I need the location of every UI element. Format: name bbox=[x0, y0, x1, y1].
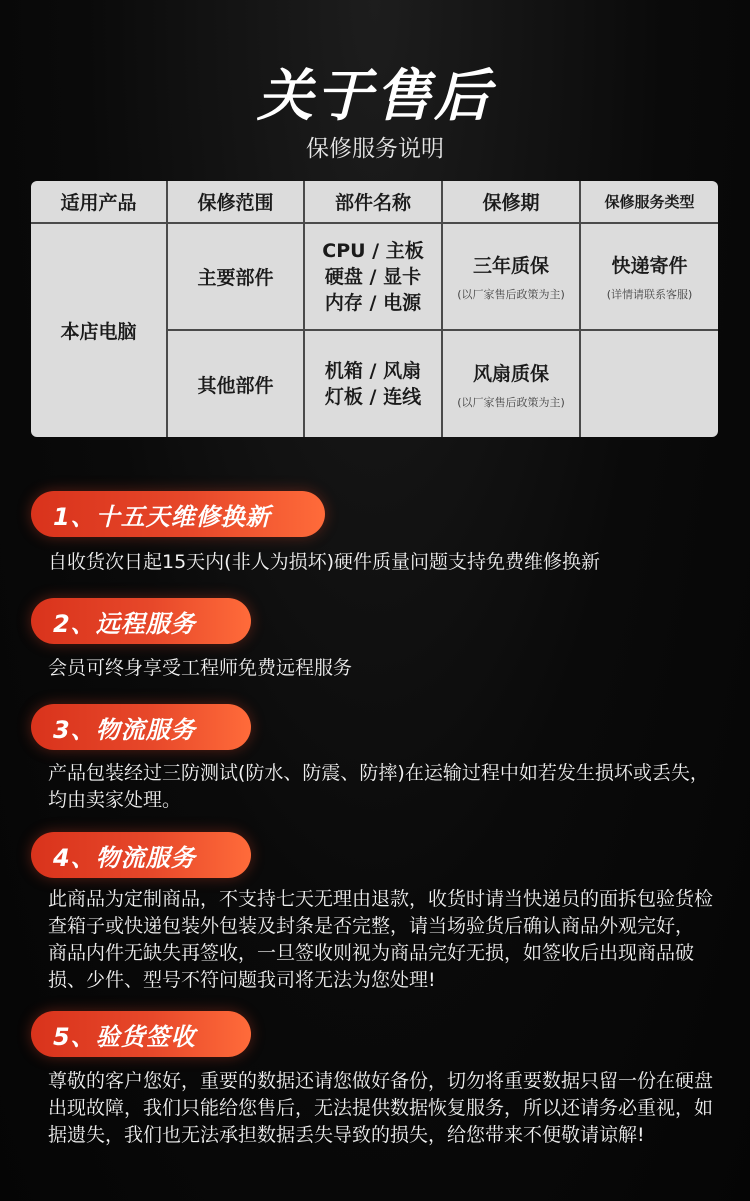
section-3-text: 产品包装经过三防测试(防水、防震、防摔)在运输过程中如若发生损坏或丢失，均由卖家处理。 bbox=[48, 762, 709, 811]
section-4-heading: 4、物流服务 bbox=[31, 832, 251, 878]
table-cell-period-other bbox=[443, 331, 579, 437]
section-4-text: 此商品为定制商品，不支持七天无理由退款，收货时请当快递员的面拆包验货检查箱子或快递包装外包装及封条是否完整，请当场验货后确认商品外观完好， 商品内件无缺失再签收，一旦签收则视为商品完好无损，如签收后出现商品破损、少件、型号不符问题我司将无法为您处理! bbox=[48, 888, 714, 991]
table-cell-product: 本店电脑 bbox=[60, 321, 137, 343]
table-header-parts: 部件名称 bbox=[334, 192, 411, 214]
table-part-line: 硬盘 / 显卡 bbox=[324, 265, 422, 288]
table-cell-period-main bbox=[443, 224, 579, 329]
warranty-table bbox=[31, 181, 718, 437]
table-header-scope: 保修范围 bbox=[197, 192, 274, 214]
table-header-product: 适用产品 bbox=[60, 192, 137, 214]
section-2-text: 会员可终身享受工程师免费远程服务 bbox=[48, 657, 353, 679]
section-1-text: 自收货次日起15天内(非人为损坏)硬件质量问题支持免费维修换新 bbox=[48, 551, 601, 573]
table-cell-parts-main bbox=[305, 224, 441, 329]
table-cell-scope-main: 主要部件 bbox=[197, 267, 274, 289]
page-subtitle: 保修服务说明 bbox=[306, 136, 444, 162]
section-3-heading: 3、物流服务 bbox=[31, 704, 251, 750]
table-period-label: 风扇质保 bbox=[472, 362, 549, 385]
table-cell-parts-other bbox=[305, 331, 441, 437]
table-part-line: 灯板 / 连线 bbox=[324, 386, 422, 408]
section-5-text: 尊敬的客户您好，重要的数据还请您做好备份，切勿将重要数据只留一份在硬盘出现故障，我们只能给您售后，无法提供数据恢复服务，所以还请务必重视，如据遗失，我们也无法承担数据丢失导致的损失，给您带来不便敬请谅解! bbox=[48, 1070, 714, 1146]
table-cell-service-other bbox=[581, 331, 718, 437]
table-header-service: 保修服务类型 bbox=[604, 193, 695, 211]
table-service-note: (详情请联系客服) bbox=[606, 288, 693, 301]
table-header-period: 保修期 bbox=[482, 192, 540, 214]
table-part-line: 内存 / 电源 bbox=[324, 291, 422, 314]
page-title: 关于售后 bbox=[257, 64, 493, 129]
section-5-heading: 5、验货签收 bbox=[31, 1011, 251, 1057]
section-2-heading: 2、远程服务 bbox=[31, 598, 251, 644]
table-service-label: 快递寄件 bbox=[611, 255, 688, 277]
table-period-note: (以厂家售后政策为主) bbox=[457, 288, 565, 301]
table-cell-scope-other: 其他部件 bbox=[197, 374, 274, 397]
table-part-line: 机箱 / 风扇 bbox=[324, 360, 422, 382]
table-part-line: CPU / 主板 bbox=[322, 239, 424, 262]
table-period-note: (以厂家售后政策为主) bbox=[457, 395, 565, 409]
table-period-label: 三年质保 bbox=[472, 255, 549, 277]
table-cell-service-main bbox=[581, 224, 718, 329]
section-1-heading: 1、十五天维修换新 bbox=[31, 491, 325, 537]
